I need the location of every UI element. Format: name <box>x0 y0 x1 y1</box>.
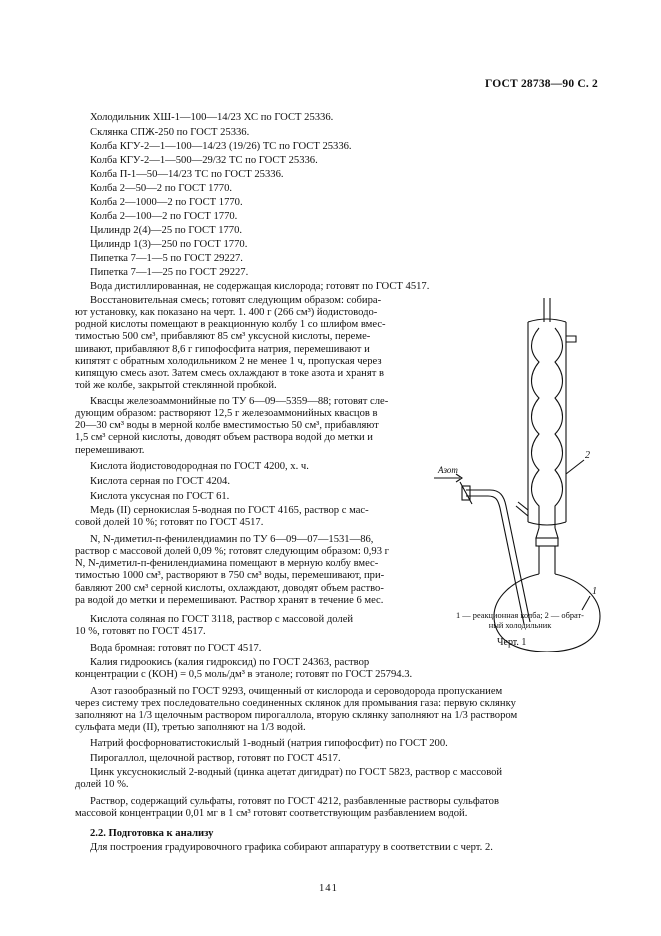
list-item: Колба 2—1000—2 по ГОСТ 1770. <box>90 197 243 208</box>
apparatus-diagram <box>432 292 632 652</box>
condenser-inner-left <box>532 328 540 528</box>
dimethyl-paragraph <box>75 534 427 607</box>
acid-acetic: Кислота уксусная по ГОСТ 61. <box>90 491 230 502</box>
list-item: Колба 2—50—2 по ГОСТ 1770. <box>90 183 233 194</box>
zinc-paragraph <box>75 767 598 791</box>
section-text: Для построения градуировочного графика собирают аппаратуру в соответствии с черт. 2. <box>90 842 493 853</box>
text-line: Азот газообразный по ГОСТ 9293, очищенный от кислорода и сероводорода пропусканием <box>90 686 503 697</box>
text-line: перемешивают. <box>75 444 145 456</box>
potassium-paragraph <box>75 657 505 681</box>
copper-paragraph <box>75 505 427 529</box>
caption-line: ный холодильник <box>488 621 552 630</box>
text-line: совой долей 10 %; готовят по ГОСТ 4517. <box>75 517 264 529</box>
list-item: Пипетка 7—1—5 по ГОСТ 29227. <box>90 253 243 264</box>
text-line: Калия гидроокись (калия гидроксид) по ГОСТ 24363, раствор <box>90 657 370 668</box>
text-line: той же колбе, закрытой стеклянной пробкой. <box>75 380 277 392</box>
list-item: Склянка СПЖ-250 по ГОСТ 25336. <box>90 127 250 138</box>
list-item: Колба П-1—50—14/23 ТС по ГОСТ 25336. <box>90 169 284 180</box>
figure-name: Черт. 1 <box>497 637 527 648</box>
sulfates-paragraph <box>75 796 598 820</box>
text-line: кипятят с обратным холодильником 2 не менее 1 ч, пропуская через <box>75 355 382 367</box>
text-line: заполняют на 1/3 щелочным раствором пирогаллола, вторую склянку заполняют на 1/3 раствором <box>75 710 518 722</box>
list-item: Колба КГУ-2—1—500—29/32 ТС по ГОСТ 25336. <box>90 155 318 166</box>
text-line: Восстановительная смесь; готовят следующим образом: собира- <box>90 295 382 306</box>
text-line: тимостью 500 см³, прибавляют 85 см³ уксусной кислоты, переме- <box>75 331 371 343</box>
leader-1 <box>582 596 590 610</box>
text-line: бавляют 200 см³ серной кислоты, охлаждают, доводят объем раство- <box>75 582 384 594</box>
document-header: ГОСТ 28738—90 С. 2 <box>485 78 598 90</box>
text-line: через систему трех последовательно соединенных склянок для промывания газа: первую склянку <box>75 698 516 710</box>
list-item: Колба КГУ-2—1—100—14/23 (19/26) ТС по ГОСТ 25336. <box>90 141 352 152</box>
nitrogen-label: Азот <box>438 465 458 475</box>
water-outlet <box>566 336 576 342</box>
text-line: концентрации с (КОН) = 0,5 моль/дм³ в этаноле; готовят по ГОСТ 25794.3. <box>75 669 413 681</box>
text-line: массовой концентрации 0,01 мг в 1 см³ готовят соответствующим разбавлением водой. <box>75 808 468 820</box>
ground-joint <box>536 538 558 546</box>
reducing-mixture-paragraph <box>75 295 427 392</box>
list-item: Цилиндр 1(3)—250 по ГОСТ 1770. <box>90 239 248 250</box>
text-line: ра водой до метки и перемешивают. Раствор хранят в течение 6 мес. <box>75 594 384 606</box>
text-line: Цинк уксуснокислый 2-водный (цинка ацетат дигидрат) по ГОСТ 5823, раствор с массовой <box>90 767 503 778</box>
page-number: 141 <box>319 883 338 894</box>
list-item: Холодильник ХШ-1—100—14/23 ХС по ГОСТ 25336. <box>90 112 334 123</box>
list-item: Колба 2—100—2 по ГОСТ 1770. <box>90 211 238 222</box>
condenser-jacket <box>528 322 566 522</box>
text-line: раствор с массовой долей 0,09 %; готовят следующим образом: 0,93 г <box>75 546 389 558</box>
text-line: 1,5 см³ серной кислоты, доводят объем раствора водой до метки и <box>75 432 373 444</box>
text-line: Кислота соляная по ГОСТ 3118, раствор с массовой долей <box>90 614 354 625</box>
text-line: 20—30 см³ воды в мерной колбе вместимостью 50 см³, прибавляют <box>75 420 379 432</box>
alum-paragraph <box>75 396 427 457</box>
leader-2 <box>566 460 584 474</box>
acid-hi: Кислота йодистоводородная по ГОСТ 4200, х. ч. <box>90 461 309 472</box>
text-line: тимостью 1000 см³, растворяют в 750 см³ воды, перемешивают, при- <box>75 570 385 582</box>
figure-caption <box>434 611 606 631</box>
hypophosphite-paragraph: Натрий фосфорноватистокислый 1-водный (натрия гипофосфит) по ГОСТ 200. <box>90 738 448 749</box>
label-1: 1 <box>592 586 597 597</box>
acid-sulfuric: Кислота серная по ГОСТ 4204. <box>90 476 230 487</box>
text-line: N, N-диметил-п-фенилендиамина помещают в мерную колбу вмес- <box>75 558 379 570</box>
text-line: кипящую смесь азот. Затем смесь охлаждают в токе азота и хранят в <box>75 367 384 379</box>
caption-line: 1 — реакционная колба; 2 — обрат- <box>456 611 584 620</box>
water-inlet <box>516 502 528 516</box>
text-line: дующим образом: растворяют 12,5 г железоаммонийных квасцов в <box>75 408 378 420</box>
text-line: родной кислоты помещают в реакционную колбу 1 со шлифом вмес- <box>75 319 386 331</box>
text-line: сульфата меди (II), третью заполняют на 1/3 водой. <box>75 722 306 734</box>
nitrogen-paragraph <box>75 686 598 735</box>
section-heading: 2.2. Подготовка к анализу <box>90 828 214 839</box>
water-paragraph: Вода дистиллированная, не содержащая кислорода; готовят по ГОСТ 4517. <box>90 281 430 292</box>
text-line: Раствор, содержащий сульфаты, готовят по ГОСТ 4212, разбавленные растворы сульфатов <box>90 796 499 807</box>
text-line: 10 %, готовят по ГОСТ 4517. <box>75 626 206 638</box>
text-line: шивают, прибавляют 8,6 г гипофосфита натрия, перемешивают и <box>75 343 370 355</box>
text-line: Квасцы железоаммонийные по ТУ 6—09—5359—88; готовят сле- <box>90 396 389 407</box>
hcl-paragraph <box>75 614 427 638</box>
label-2: 2 <box>585 450 590 461</box>
pyrogallol-paragraph: Пирогаллол, щелочной раствор, готовят по ГОСТ 4517. <box>90 753 341 764</box>
list-item: Цилиндр 2(4)—25 по ГОСТ 1770. <box>90 225 243 236</box>
text-line: ют установку, как показано на черт. 1. 400 г (266 см³) йодистоводо- <box>75 307 378 319</box>
text-line: долей 10 %. <box>75 779 129 791</box>
condenser-inner-right <box>555 328 563 528</box>
list-item: Пипетка 7—1—25 по ГОСТ 29227. <box>90 267 249 278</box>
bromine-paragraph: Вода бромная: готовят по ГОСТ 4517. <box>90 643 262 654</box>
text-line: Медь (II) сернокислая 5-водная по ГОСТ 4165, раствор с мас- <box>90 505 369 516</box>
text-line: N, N-диметил-п-фенилендиамин по ТУ 6—09—07—1531—86, <box>90 534 374 545</box>
